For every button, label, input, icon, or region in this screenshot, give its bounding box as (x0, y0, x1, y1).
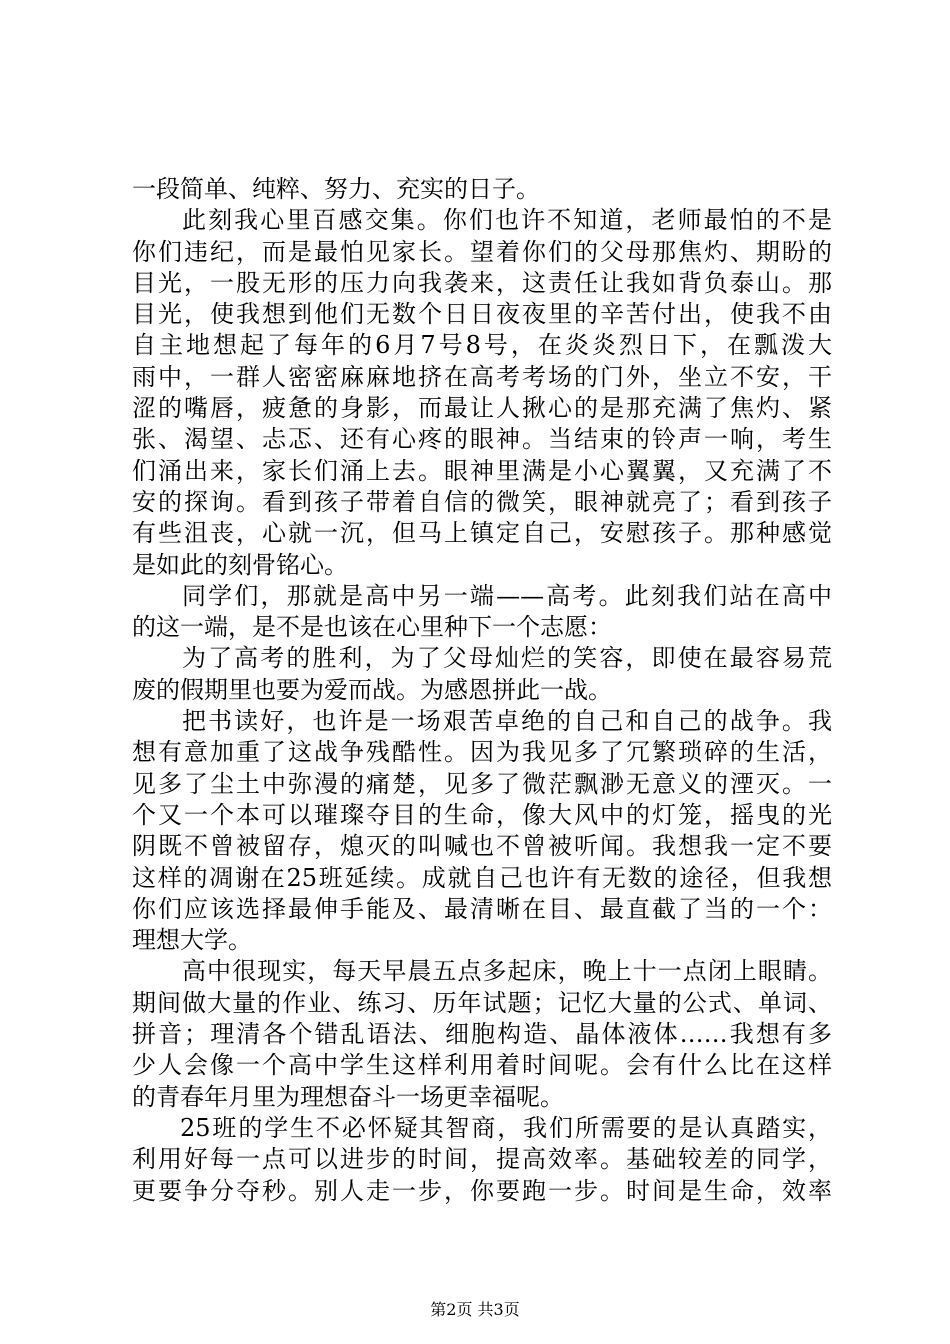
text-line: 的这一端，是不是也该在心里种下一个志愿： (132, 613, 612, 642)
text-line: 拼音；理清各个错乱语法、细胞构造、晶体液体……我想有多 (132, 1020, 832, 1049)
text-line: 你们违纪，而是最怕见家长。望着你们的父母那焦灼、期盼的 (132, 237, 832, 266)
text-line: 高中很现实，每天早晨五点多起床，晚上十一点闭上眼睛。 (182, 957, 832, 986)
text-line: 利用好每一点可以进步的时间，提高效率。基础较差的同学， (132, 1145, 832, 1174)
text-line: 阴既不曾被留存，熄灭的叫喊也不曾被听闻。我想我一定不要 (132, 832, 832, 861)
text-line: 更要争分夺秒。别人走一步，你要跑一步。时间是生命，效率 (132, 1176, 832, 1205)
body-text (132, 174, 832, 1207)
text-line: 想有意加重了这战争残酷性。因为我见多了冗繁琐碎的生活， (132, 738, 832, 767)
text-line: 目光，一股无形的压力向我袭来，这责任让我如背负泰山。那 (132, 268, 832, 297)
text-line: 是如此的刻骨铭心。 (132, 550, 348, 579)
text-line: 的青春年月里为理想奋斗一场更幸福呢。 (132, 1082, 564, 1111)
text-line: 期间做大量的作业、练习、历年试题；记忆大量的公式、单词、 (132, 988, 832, 1017)
text-line: 目光，使我想到他们无数个日日夜夜里的辛苦付出，使我不由 (132, 300, 832, 329)
text-line: 雨中，一群人密密麻麻地挤在高考考场的门外，坐立不安，干 (132, 362, 832, 391)
text-line: 此刻我心里百感交集。你们也许不知道，老师最怕的不是 (182, 206, 832, 235)
text-line: 为了高考的胜利，为了父母灿烂的笑容，即使在最容易荒 (182, 644, 832, 673)
text-line: 把书读好，也许是一场艰苦卓绝的自己和自己的战争。我 (182, 707, 832, 736)
text-line: 们涌出来，家长们涌上去。眼神里满是小心翼翼，又充满了不 (132, 456, 832, 485)
text-line: 见多了尘土中弥漫的痛楚，见多了微茫飘渺无意义的湮灭。一 (132, 769, 832, 798)
text-line: 这样的凋谢在25班延续。成就自己也许有无数的途径，但我想 (132, 863, 832, 892)
text-line: 张、渴望、忐忑、还有心疼的眼神。当结束的铃声一响，考生 (132, 425, 832, 454)
text-line: 有些沮丧，心就一沉，但马上镇定自己，安慰孩子。那种感觉 (132, 519, 832, 548)
text-line: 一段简单、纯粹、努力、充实的日子。 (132, 175, 540, 203)
page-footer: 第2页 共3页 (430, 1300, 520, 1319)
text-line: 废的假期里也要为爱而战。为感恩拼此一战。 (132, 675, 612, 704)
text-line: 自主地想起了每年的6月7号8号，在炎炎烈日下，在瓢泼大 (132, 331, 832, 360)
text-line: 安的探询。看到孩子带着自信的微笑，眼神就亮了；看到孩子 (132, 487, 832, 516)
text-line: 涩的嘴唇，疲惫的身影，而最让人揪心的是那充满了焦灼、紧 (132, 394, 832, 423)
text-line: 25班的学生不必怀疑其智商，我们所需要的是认真踏实， (180, 1113, 832, 1142)
text-line: 理想大学。 (132, 926, 252, 955)
text-line: 少人会像一个高中学生这样利用着时间呢。会有什么比在这样 (132, 1051, 832, 1080)
text-line: 个又一个本可以璀璨夺目的生命，像大风中的灯笼，摇曳的光 (132, 800, 832, 829)
text-line: 你们应该选择最伸手能及、最清晰在目、最直截了当的一个： (132, 894, 832, 923)
text-line: 同学们，那就是高中另一端——高考。此刻我们站在高中 (182, 581, 832, 610)
